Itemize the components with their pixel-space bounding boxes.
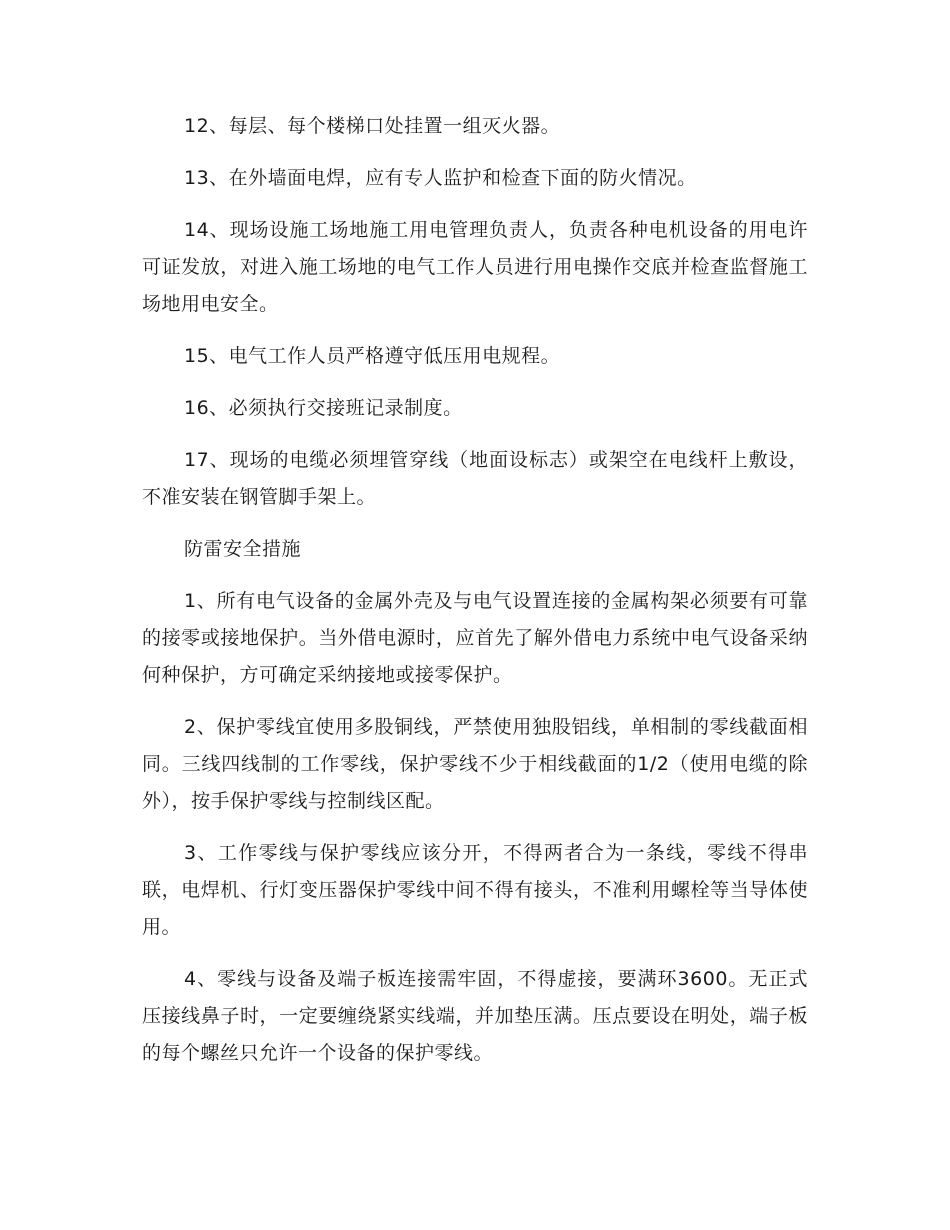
paragraph-item-16: 16、必须执行交接班记录制度。 — [184, 397, 463, 419]
paragraph-item-4: 4、零线与设备及端子板连接需牢固，不得虚接，要满环3600。无正式压接线鼻子时，一定要缠绕紧实线端，并加垫压满。压点要设在明处，端子板的每个螺丝只允许一个设备的保护零线。 — [142, 968, 808, 1064]
paragraph-item-2: 2、保护零线宜使用多股铜线，严禁使用独股铝线，单相制的零线截面相同。三线四线制的工作零线，保护零线不少于相线截面的1/2（使用电缆的除外），按手保护零线与控制线区配。 — [142, 716, 808, 812]
paragraph-item-13: 13、在外墙面电焊，应有专人监护和检查下面的防火情况。 — [184, 167, 697, 189]
paragraph-item-17: 17、现场的电缆必须埋管穿线（地面设标志）或架空在电线杆上敷设，不准安装在钢管脚手架上。 — [142, 449, 808, 508]
document-body — [142, 108, 808, 1087]
section-heading: 防雷安全措施 — [184, 538, 302, 560]
paragraph-item-14: 14、现场设施工场地施工用电管理负责人，负责各种电机设备的用电许可证发放，对进入施工场地的电气工作人员进行用电操作交底并检查监督施工场地用电安全。 — [142, 219, 808, 315]
paragraph-item-12: 12、每层、每个楼梯口处挂置一组灭火器。 — [184, 115, 561, 137]
paragraph-item-15: 15、电气工作人员严格遵守低压用电规程。 — [184, 345, 561, 367]
paragraph-item-1: 1、所有电气设备的金属外壳及与电气设置连接的金属构架必须要有可靠的接零或接地保护。当外借电源时，应首先了解外借电力系统中电气设备采纳何种保护，方可确定采纳接地或接零保护。 — [142, 590, 808, 686]
paragraph-item-3: 3、工作零线与保护零线应该分开，不得两者合为一条线，零线不得串联，电焊机、行灯变压器保护零线中间不得有接头，不准利用螺栓等当导体使用。 — [142, 842, 808, 938]
